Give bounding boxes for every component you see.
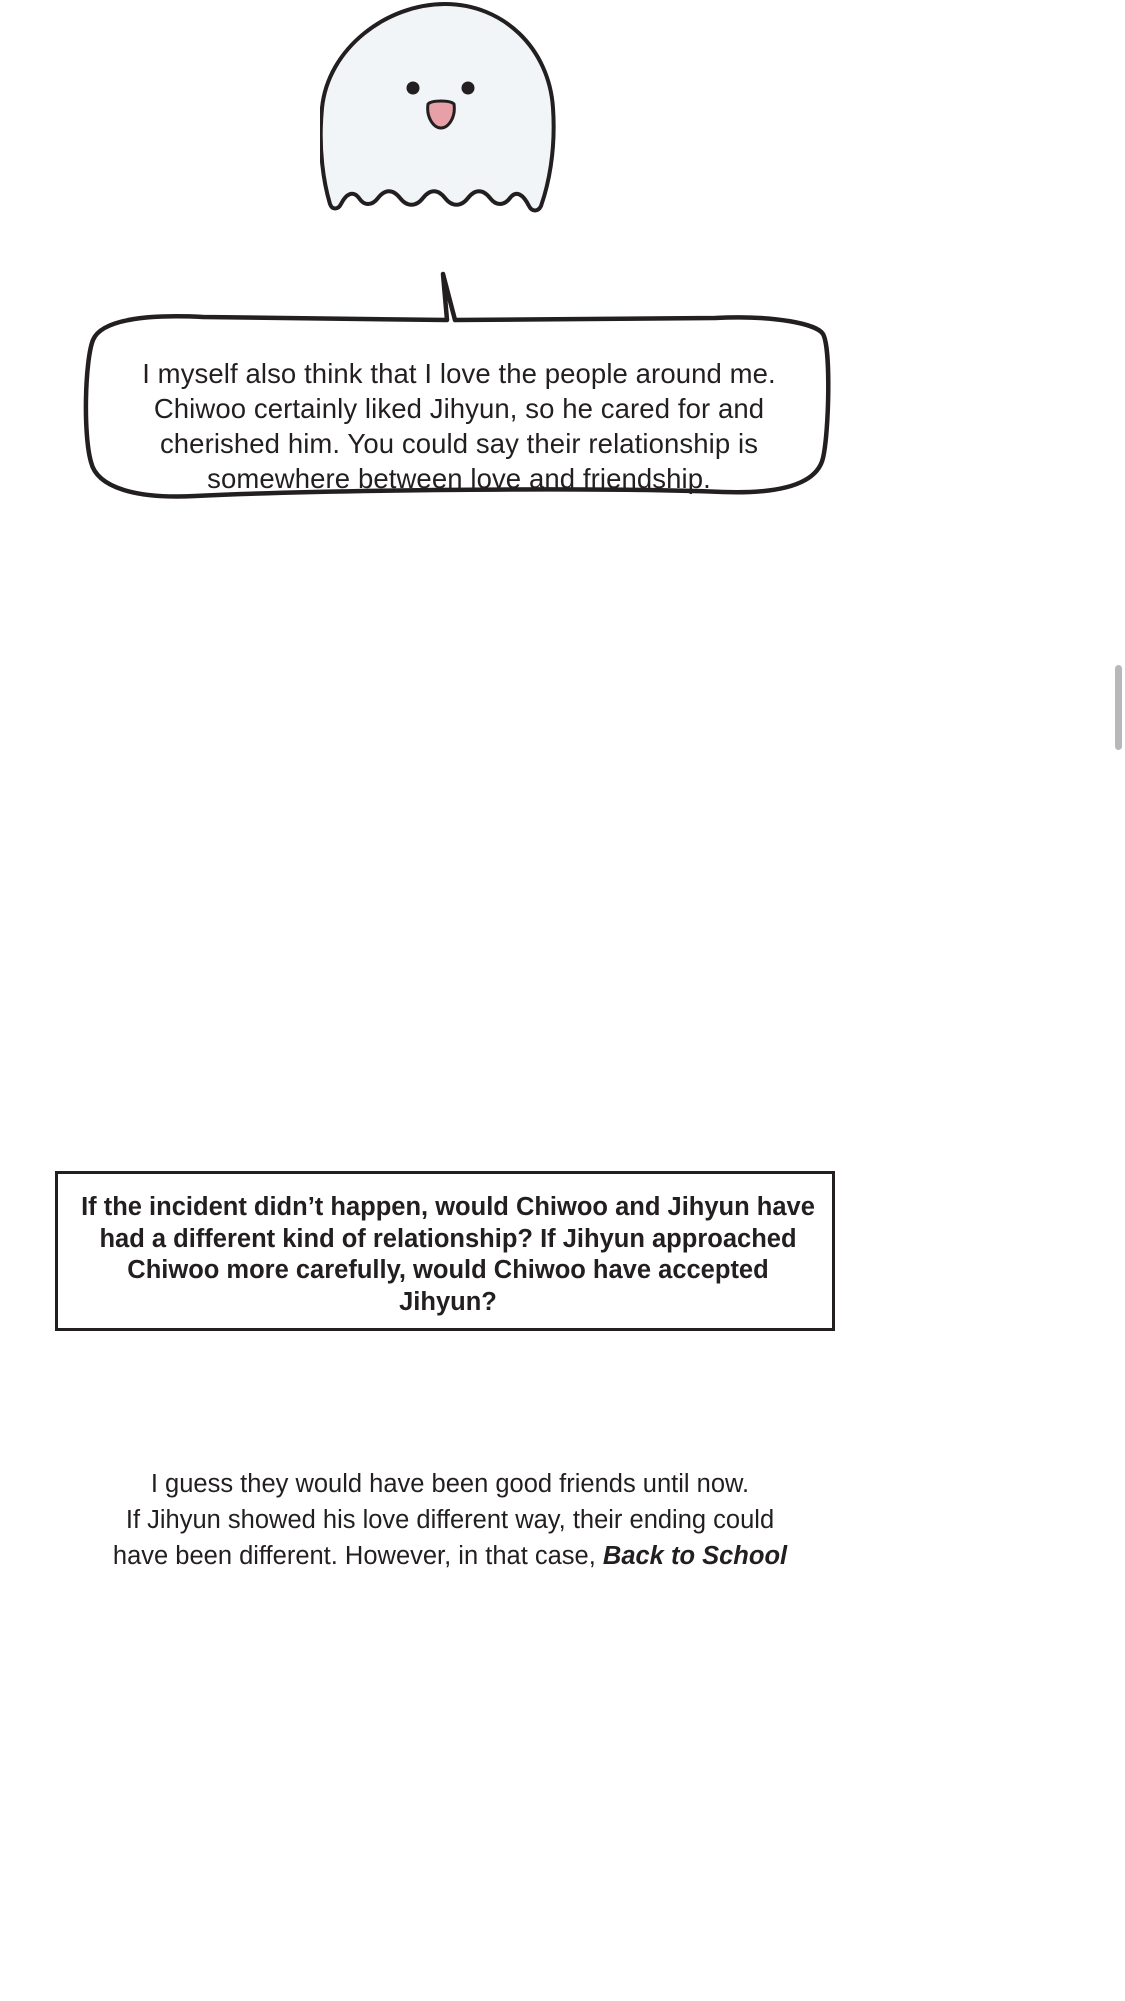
mouth-icon xyxy=(428,101,455,128)
closing-line-3 xyxy=(60,1538,840,1574)
work-title: Back to School xyxy=(602,1542,788,1570)
closing-line-2: If Jihyun showed his love different way, their ending could xyxy=(125,1506,775,1534)
speech-line-1: I myself also think that I love the people around me. xyxy=(142,358,776,389)
speech-line-2: Chiwoo certainly liked Jihyun, so he cared for and xyxy=(153,393,765,424)
ghost-blob-character xyxy=(320,0,570,215)
closing-line-1: I guess they would have been good friends until now. xyxy=(150,1470,750,1498)
question-box xyxy=(55,1171,835,1331)
vertical-scrollbar-track[interactable] xyxy=(1115,0,1125,2001)
question-line-3: If Jihyun approached Chiwoo more carefully, xyxy=(127,1224,797,1284)
left-eye-icon xyxy=(407,82,420,95)
speech-line-4: somewhere between love and friendship. xyxy=(207,463,711,494)
question-box-text xyxy=(76,1192,820,1318)
question-line-2: Jihyun have had a different kind of relationship? xyxy=(99,1193,815,1253)
speech-bubble-text xyxy=(135,356,783,496)
speech-bubble xyxy=(75,262,835,537)
speech-line-3: cherished him. You could say their relationship is xyxy=(159,428,759,459)
closing-narration xyxy=(60,1466,840,1574)
closing-line-3-prefix: have been different. However, in that case, xyxy=(112,1542,603,1570)
right-eye-icon xyxy=(462,82,475,95)
question-line-1: If the incident didn’t happen, would Chiwoo and xyxy=(81,1193,661,1221)
question-line-4: would Chiwoo have accepted Jihyun? xyxy=(399,1256,769,1316)
vertical-scrollbar-thumb[interactable] xyxy=(1115,665,1122,750)
